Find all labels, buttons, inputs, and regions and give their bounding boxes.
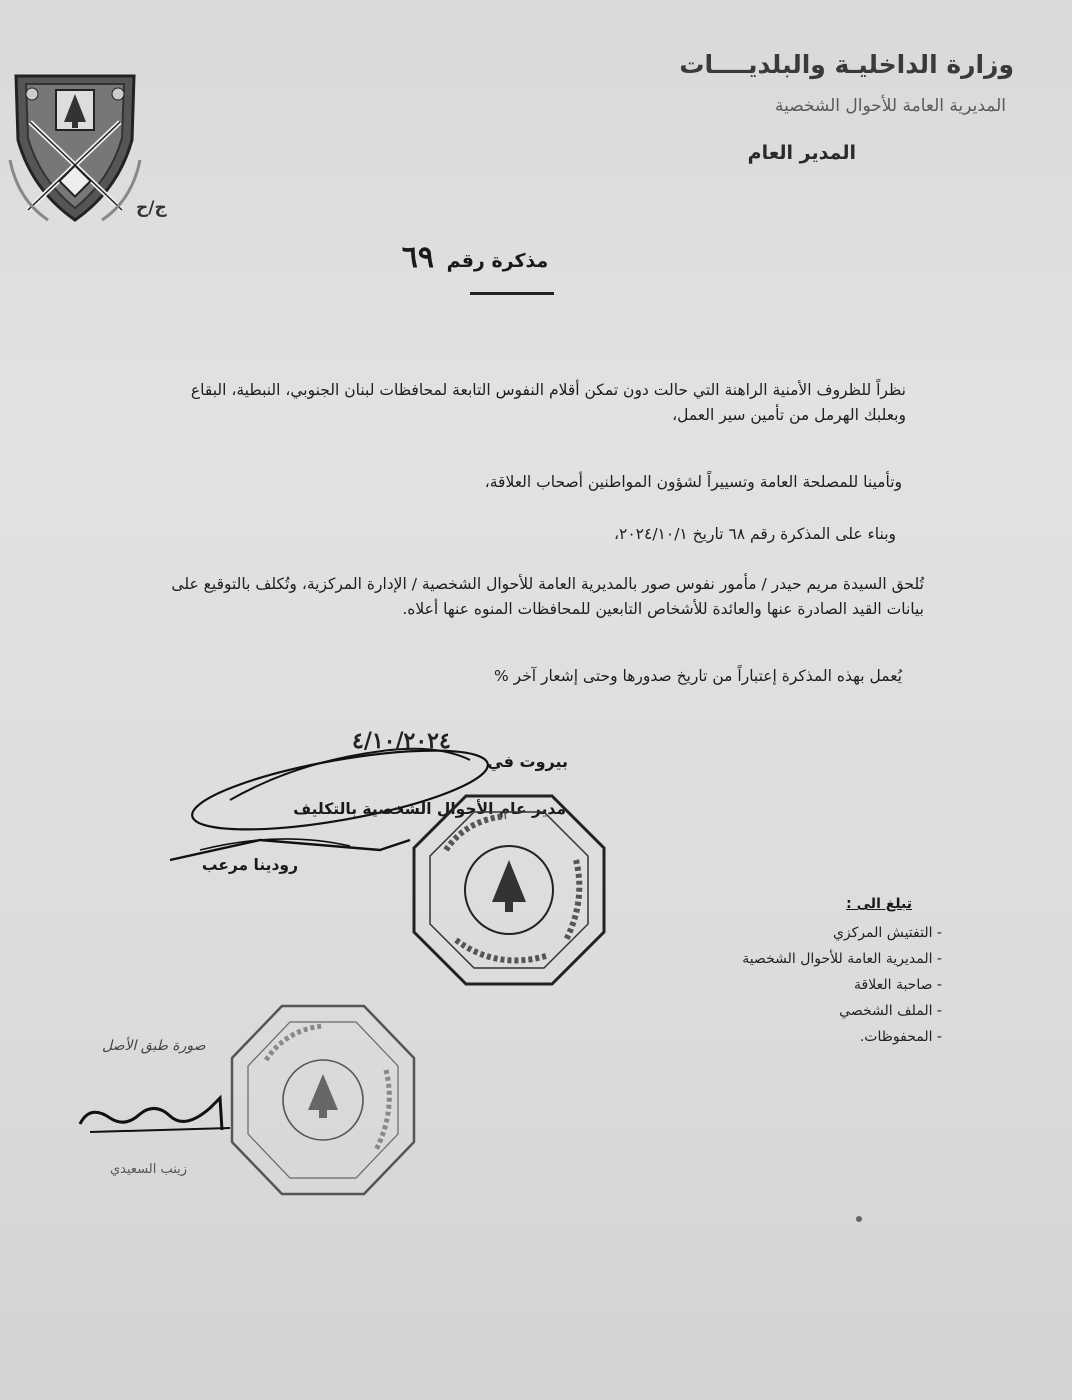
distribution-item: - صاحبة العلاقة [602,972,942,998]
director-title: المدير العام [747,142,856,164]
distribution-title: تبلغ الى : [846,896,912,912]
directorate-name: المديرية العامة للأحوال الشخصية [774,96,1006,116]
paragraph-5: يُعمل بهذه المذكرة إعتباراً من تاريخ صدورها وحتى إشعار آخر % [494,667,902,685]
distribution-item: - المحفوظات. [602,1024,942,1050]
copy-stamp [226,1000,420,1200]
memo-title [370,240,580,275]
ministry-name: وزارة الداخليـة والبلديــــات [679,50,1014,79]
paragraph-4: تُلحق السيدة مريم حيدر / مأمور نفوس صور بالمديرية العامة للأحوال الشخصية / الإدارة المركزية، وتُكلف بالتوقيع على بيانات القيد الصادرة عنها والعائدة للأشخاص التابعين للمحافظات المنوه عنها أعلاه. [171,575,924,618]
paragraph-1: نظراً للظروف الأمنية الراهنة التي حالت دون تمكن أقلام النفوس التابعة لمحافظات لبنان الجنوبي، النبطية، البقاع وبعلبك الهرمل من تأمين سير العمل، [190,381,906,424]
ink-dot [856,1216,862,1222]
internal-security-emblem [8,70,142,230]
distribution-item: - الملف الشخصي [602,998,942,1024]
official-stamp [406,790,612,990]
copy-signer-name: زينب السعيدي [110,1162,188,1177]
emblem-code: ج/ح [136,198,167,218]
signer-name: رودينا مرعب [201,856,298,874]
copy-signature [70,1084,240,1144]
memo-label: مذكرة رقم [446,250,549,272]
signature-date: ٤/١٠/٢٠٢٤ [352,728,451,754]
distribution-list [602,920,942,1050]
distribution-item: - التفتيش المركزي [602,920,942,946]
distribution-item: - المديرية العامة للأحوال الشخصية [602,946,942,972]
memo-title-underline [470,292,554,295]
memo-number: ٦٩ [401,240,434,275]
signer-title: مدير عام الأحوال الشخصية بالتكليف [293,800,566,818]
place-date-label: بيروت في [487,752,568,771]
copy-conforms-label: صورة طبق الأصل [102,1038,206,1054]
paragraph-2: وتأمينا للمصلحة العامة وتسييراً لشؤون المواطنين أصحاب العلاقة، [484,473,902,491]
paragraph-3: وبناء على المذكرة رقم ٦٨ تاريخ ٢٠٢٤/١٠/١، [614,525,896,543]
